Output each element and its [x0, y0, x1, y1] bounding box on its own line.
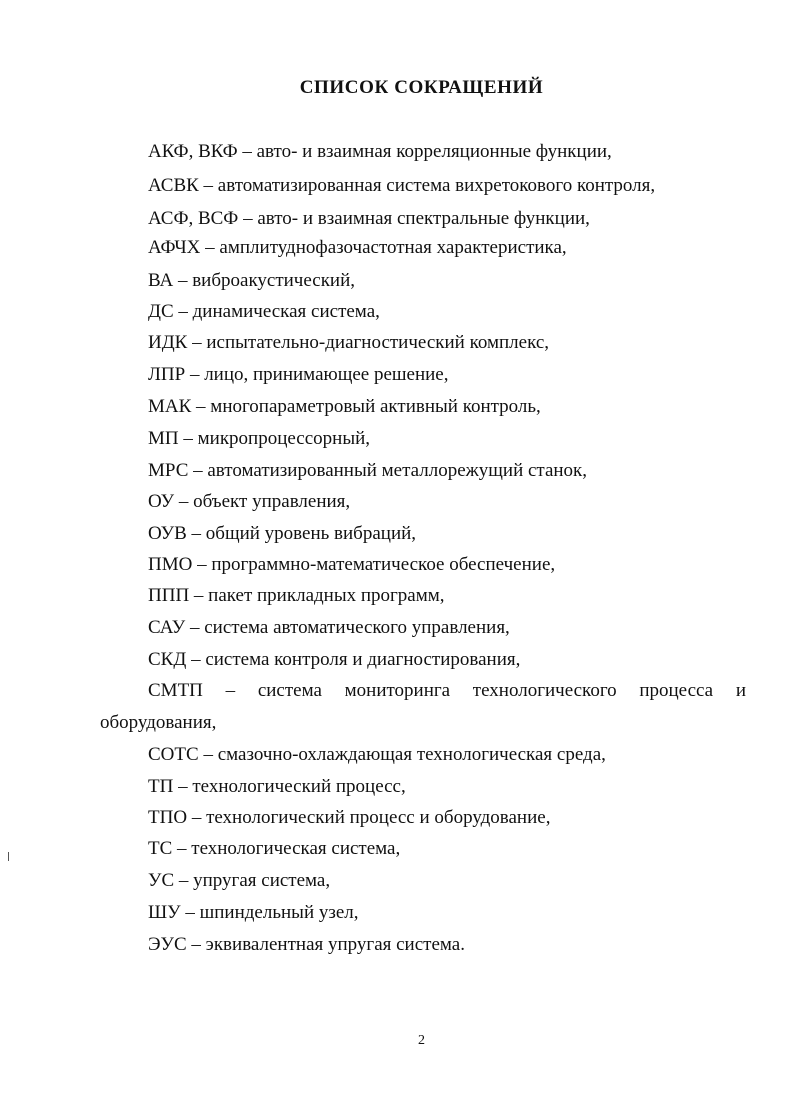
definition: эквивалентная упругая система. — [205, 934, 465, 955]
abbreviation: ТП — [148, 776, 174, 797]
abbreviation: САУ — [148, 617, 186, 638]
definition: авто- и взаимная спектральные функции, — [257, 208, 590, 229]
definition: микропроцессорный, — [197, 428, 371, 449]
definition: амплитуднофазочастотная характеристика, — [219, 237, 567, 258]
abbreviation: ВА — [148, 270, 174, 291]
abbreviation: ЛПР — [148, 364, 186, 385]
abbreviation-entry: САУ – система автоматического управления, — [148, 617, 510, 638]
definition: технологический процесс и оборудование, — [206, 807, 551, 828]
definition: шпиндельный узел, — [199, 902, 359, 923]
abbreviation-entry: ТС – технологическая система, — [148, 838, 401, 859]
abbreviation-entry: СКД – система контроля и диагностирования, — [148, 649, 521, 670]
definition: лицо, принимающее решение, — [204, 364, 449, 385]
abbreviation: ШУ — [148, 902, 181, 923]
abbreviation: ЭУС — [148, 934, 187, 955]
abbreviation-entry: ВА – виброакустический, — [148, 270, 356, 291]
abbreviation-entry: МП – микропроцессорный, — [148, 428, 371, 449]
definition: пакет прикладных программ, — [208, 585, 445, 606]
abbreviation: АСФ, ВСФ — [148, 208, 239, 229]
abbreviation: АКФ, ВКФ — [148, 141, 238, 162]
abbreviation: МРС — [148, 460, 189, 481]
definition: автоматизированный металлорежущий станок, — [207, 460, 588, 481]
abbreviation-entry: ОУ – объект управления, — [148, 491, 351, 512]
abbreviation-entry: ТПО – технологический процесс и оборудование, — [148, 807, 551, 828]
definition: технологический процесс, — [192, 776, 406, 797]
abbreviation: МП — [148, 428, 179, 449]
abbreviation: МАК — [148, 396, 192, 417]
definition: авто- и взаимная корреляционные функции, — [256, 141, 612, 162]
abbreviation: АФЧХ — [148, 237, 201, 258]
abbreviation-entry-multiline — [100, 675, 746, 739]
abbreviation-entry: АСВК – автоматизированная система вихретокового контроля, — [148, 175, 656, 196]
abbreviation-entry: СОТС – смазочно-охлаждающая технологическая среда, — [148, 744, 606, 765]
definition: технологическая система, — [191, 838, 401, 859]
abbreviation: УС — [148, 870, 175, 891]
abbreviation-entry: ОУВ – общий уровень вибраций, — [148, 523, 417, 544]
entry-line-first: СМТП – система мониторинга технологического процесса и — [148, 680, 746, 701]
page-title: СПИСОК СОКРАЩЕНИЙ — [299, 77, 544, 98]
abbreviation: ДС — [148, 301, 174, 322]
abbreviation-entry: ИДК – испытательно-диагностический комплекс, — [148, 332, 550, 353]
abbreviation-entry: ПМО – программно-математическое обеспечение, — [148, 554, 556, 575]
abbreviation-entry: ДС – динамическая система, — [148, 301, 380, 322]
definition: испытательно-диагностический комплекс, — [206, 332, 550, 353]
abbreviation: ОУ — [148, 491, 175, 512]
abbreviation-entry: ЛПР – лицо, принимающее решение, — [148, 364, 449, 385]
abbreviation: СОТС — [148, 744, 199, 765]
abbreviation-entry: АСФ, ВСФ – авто- и взаимная спектральные функции, — [148, 208, 590, 229]
definition: динамическая система, — [192, 301, 380, 322]
definition: смазочно-охлаждающая технологическая среда, — [217, 744, 606, 765]
abbreviation-entry: МРС – автоматизированный металлорежущий станок, — [148, 460, 588, 481]
definition: упругая система, — [193, 870, 331, 891]
definition: виброакустический, — [192, 270, 356, 291]
abbreviation-entry: МАК – многопараметровый активный контроль, — [148, 396, 541, 417]
abbreviation-entry: АФЧХ – амплитуднофазочастотная характеристика, — [148, 237, 567, 258]
definition: общий уровень вибраций, — [205, 523, 417, 544]
abbreviation-entry: ТП – технологический процесс, — [148, 776, 406, 797]
abbreviation: ТПО — [148, 807, 188, 828]
abbreviation: ОУВ — [148, 523, 187, 544]
abbreviation: ПМО — [148, 554, 193, 575]
abbreviation-entry: ШУ – шпиндельный узел, — [148, 902, 359, 923]
abbreviation-entry: УС – упругая система, — [148, 870, 331, 891]
definition: система контроля и диагностирования, — [205, 649, 521, 670]
abbreviation-entry: АКФ, ВКФ – авто- и взаимная корреляционные функции, — [148, 141, 612, 162]
scan-artifact-mark — [8, 852, 9, 861]
abbreviation: СКД — [148, 649, 187, 670]
definition: объект управления, — [193, 491, 351, 512]
definition: программно-математическое обеспечение, — [211, 554, 556, 575]
definition: многопараметровый активный контроль, — [210, 396, 541, 417]
entry-line-continuation: оборудования, — [100, 712, 217, 733]
abbreviation-entry: ППП – пакет прикладных программ, — [148, 585, 445, 606]
abbreviation: ТС — [148, 838, 173, 859]
page-number: 2 — [418, 1033, 425, 1048]
abbreviation-entry: ЭУС – эквивалентная упругая система. — [148, 934, 465, 955]
definition: автоматизированная система вихретокового контроля, — [217, 175, 656, 196]
definition: система автоматического управления, — [204, 617, 510, 638]
abbreviation: АСВК — [148, 175, 199, 196]
abbreviation: ППП — [148, 585, 190, 606]
abbreviation: ИДК — [148, 332, 188, 353]
